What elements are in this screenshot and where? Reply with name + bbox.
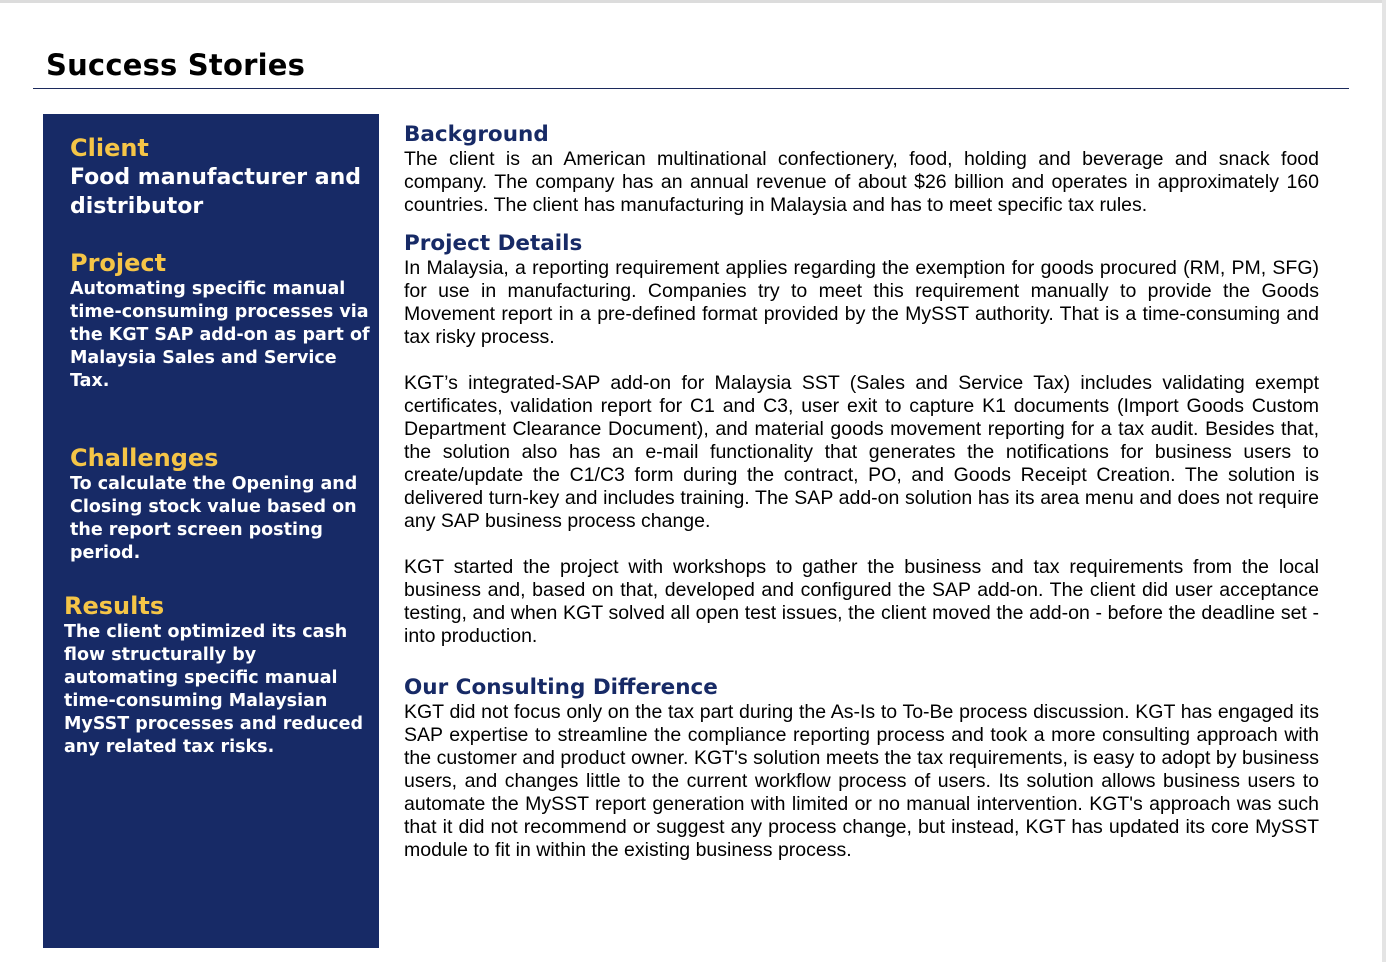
project-details-paragraph: KGT started the project with workshops to gather the business and tax requirements from the local business and, based on that, developed and configured the SAP add-on. The client did user acceptance testing, and when KGT solved all open test issues, the client moved the add-on - before the deadline set - into production. bbox=[404, 556, 1319, 647]
project-text: Automating specific manual time-consuming processes via the KGT SAP add-on as part of Malaysia Sales and Service Tax. bbox=[70, 279, 370, 391]
title-divider bbox=[33, 88, 1349, 89]
client-heading: Client bbox=[70, 134, 149, 162]
project-details-paragraph: KGT’s integrated-SAP add-on for Malaysia SST (Sales and Service Tax) includes validating exempt certificates, validation report for C1 and C3, user exit to capture K1 documents (Import Goods Custom Department Clearance Document), and material goods movement reporting for a tax audit. Besides that, the solution also has an e-mail functionality that generates the notifications for business users to create/update the C1/C3 form during the contract, PO, and Goods Receipt Creation. The solution is delivered turn-key and includes training. The SAP add-on solution has its area menu and does not require any SAP business process change. bbox=[404, 372, 1319, 532]
project-details-paragraph: In Malaysia, a reporting requirement applies regarding the exemption for goods procured (RM, PM, SFG) for use in manufacturing. Companies try to meet this requirement manually to provide the Goods Movement report in a pre-defined format provided by the MySST authority. That is a time-consuming and tax risky process. bbox=[404, 257, 1319, 348]
story-body bbox=[404, 121, 1319, 862]
background-heading: Background bbox=[404, 122, 549, 147]
results-text: The client optimized its cash flow structurally by automating specific manual time-consuming Malaysian MySST processes and reduced any related tax risks. bbox=[64, 622, 364, 757]
client-section bbox=[70, 134, 370, 221]
challenges-heading: Challenges bbox=[70, 444, 219, 472]
project-section bbox=[70, 249, 370, 393]
consulting-difference-text: KGT did not focus only on the tax part during the As-Is to To-Be process discussion. KGT has engaged its SAP expertise to streamline the compliance reporting process and took a more consulting approach with the customer and product owner. KGT's solution meets the tax requirements, is easy to adopt by business users, and changes little to the current workflow process of users. Its solution allows business users to automate the MySST report generation with limited or no manual intervention. KGT's approach was such that it did not recommend or suggest any process change, but instead, KGT has updated its core MySST module to fit in within the existing business process. bbox=[404, 701, 1319, 861]
challenges-text: To calculate the Opening and Closing stock value based on the report screen posting period. bbox=[70, 474, 358, 563]
background-text: The client is an American multinational confectionery, food, holding and beverage and snack food company. The company has an annual revenue of about $26 billion and operates in approximately 160 countries. The client has manufacturing in Malaysia and has to meet specific tax rules. bbox=[404, 148, 1319, 216]
project-heading: Project bbox=[70, 249, 167, 277]
results-section bbox=[64, 592, 370, 759]
results-heading: Results bbox=[64, 592, 165, 620]
consulting-difference-heading: Our Consulting Difference bbox=[404, 675, 718, 700]
page-title: Success Stories bbox=[46, 48, 306, 82]
client-text: Food manufacturer and distributor bbox=[70, 165, 362, 219]
challenges-section bbox=[70, 444, 370, 565]
summary-sidebar bbox=[43, 114, 379, 948]
top-border bbox=[0, 0, 1386, 3]
right-border bbox=[1382, 0, 1386, 962]
project-details-heading: Project Details bbox=[404, 231, 583, 256]
